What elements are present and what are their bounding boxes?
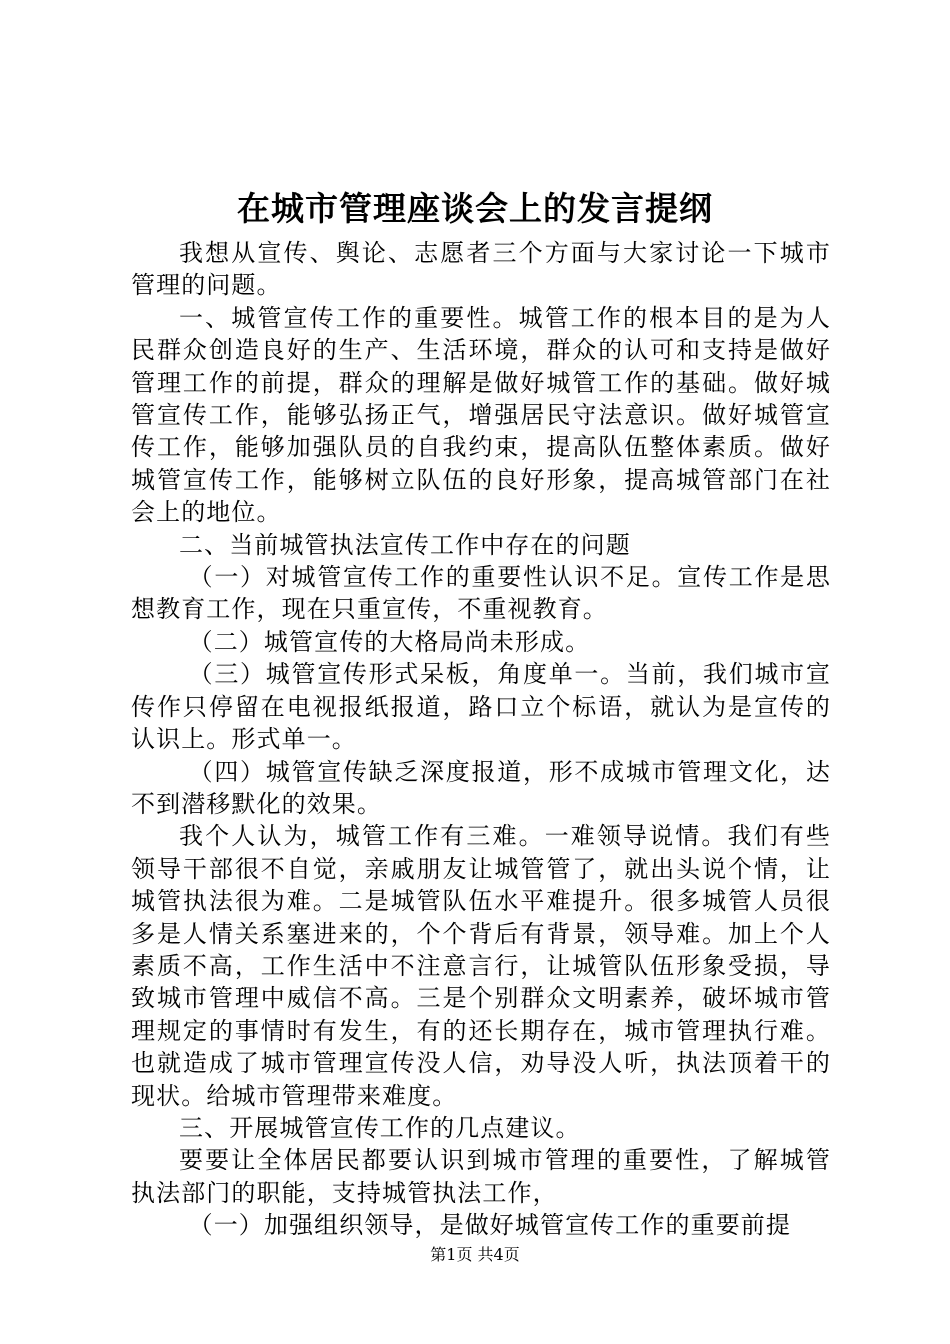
paragraph-issue-3: （三）城管宣传形式呆板，角度单一。当前，我们城市宣传作只停留在电视报纸报道，路口立个标语，就认为是宣传的认识上。形式单一。 — [131, 660, 831, 754]
paragraph-issue-1: （一）对城管宣传工作的重要性认识不足。宣传工作是思想教育工作，现在只重宣传，不重视教育。 — [131, 563, 831, 624]
paragraph-issue-2: （二）城管宣传的大格局尚未形成。 — [188, 627, 591, 656]
paragraph-suggestion-1: （一）加强组织领导，是做好城管宣传工作的重要前提 — [188, 1211, 791, 1240]
page-footer: 第1页 共4页 — [430, 1245, 520, 1264]
document-title: 在城市管理座谈会上的发言提纲 — [237, 189, 713, 228]
paragraph-intro: 我想从宣传、舆论、志愿者三个方面与大家讨论一下城市管理的问题。 — [131, 239, 831, 300]
paragraph-issue-4: （四）城管宣传缺乏深度报道，形不成城市管理文化，达不到潜移默化的效果。 — [131, 757, 831, 818]
paragraph-section-2-heading: 二、当前城管执法宣传工作中存在的问题 — [179, 530, 631, 559]
paragraph-section-1: 一、城管宣传工作的重要性。城管工作的根本目的是为人民群众创造良好的生产、生活环境，群众的认可和支持是做好管理工作的前提，群众的理解是做好城管工作的基础。做好城管宣传工作，能够弘扬正气，增强居民守法意识。做好城管宣传工作，能够加强队员的自我约束，提高队伍整体素质。做好城管宣传工作，能够树立队伍的良好形象，提高城管部门在社会上的地位。 — [131, 303, 831, 527]
paragraph-section-3-heading: 三、开展城管宣传工作的几点建议。 — [179, 1113, 581, 1142]
paragraph-suggestion-intro: 要要让全体居民都要认识到城市管理的重要性，了解城管执法部门的职能，支持城管执法工作， — [131, 1146, 831, 1207]
document-body — [131, 237, 831, 1242]
paragraph-personal-view: 我个人认为，城管工作有三难。一难领导说情。我们有些领导干部很不自觉，亲戚朋友让城管管了，就出头说个情，让城管执法很为难。二是城管队伍水平难提升。很多城管人员很多是人情关系塞进来的，个个背后有背景，领导难。加上个人素质不高，工作生活中不注意言行，让城管队伍形象受损，导致城市管理中威信不高。三是个别群众文明素养，破坏城市管理规定的事情时有发生，有的还长期存在，城市管理执行难。也就造成了城市管理宣传没人信，劝导没人听，执法顶着干的现状。给城市管理带来难度。 — [131, 822, 831, 1110]
